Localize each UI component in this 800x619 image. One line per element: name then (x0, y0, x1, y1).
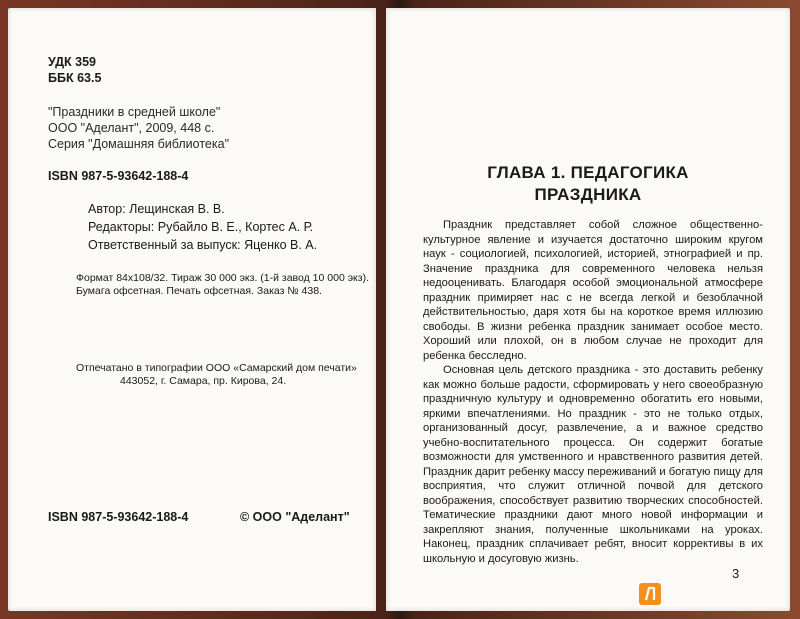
logo-glyph (642, 586, 658, 602)
chapter-title (386, 162, 790, 206)
book-title-line: "Праздники в средней школе" (48, 105, 221, 119)
isbn-bottom: ISBN 987-5-93642-188-4 (48, 510, 189, 524)
printing-info (76, 362, 357, 388)
page-number: 3 (732, 566, 740, 581)
udk-code: УДК 359 (48, 55, 97, 69)
series-line: Серия "Домашняя библиотека" (48, 137, 229, 151)
responsible-line: Ответственный за выпуск: Яценко В. А. (88, 238, 318, 252)
bbk-code: ББК 63.5 (48, 71, 102, 85)
chapter-body (423, 218, 763, 566)
publisher-line: ООО "Аделант", 2009, 448 с. (48, 121, 215, 135)
copyright: © ООО "Аделант" (240, 510, 350, 524)
editors-line: Редакторы: Рубайло В. Е., Кортес А. Р. (88, 220, 314, 234)
chapter-title-line-1: ГЛАВА 1. ПЕДАГОГИКА (487, 163, 689, 182)
author-line: Автор: Лещинская В. В. (88, 202, 225, 216)
paper-line: Бумага офсетная. Печать офсетная. Заказ № 438. (76, 285, 322, 297)
bibliographic-record (48, 104, 229, 152)
printer-address: 443052, г. Самара, пр. Кирова, 24. (120, 375, 287, 387)
classification-codes (48, 54, 101, 86)
chapter-title-line-2: ПРАЗДНИКА (534, 185, 642, 204)
right-page (386, 8, 790, 611)
paragraph: Основная цель детского праздника - это доставить ребенку как можно больше радости, сформировать у него своеобразную праздничную культуру и одновременно обогатить его новыми, яркими впечатлениями. Но праздник - это не только отдых, организованный досуг, развлечение, а и важное средство учебно-воспитательного процесса. Он содержит богатые возможности для умственного и нравственного развития детей. Праздник дарит ребенку массу переживаний и богатую пищу для восприятия, что служит отличной почвой для детского воображения, способствует развитию творческих способностей. Тематические праздники дают много новой информации и закрепляют знания, полученные школьниками на уроках. Наконец, праздник сплачивает ребят, вносит коррективы в их школьную и досуговую жизнь. (423, 364, 763, 565)
paragraph: Праздник представляет собой сложное общественно-культурное явление и изучается достаточно широким кругом наук - социологией, психологией, историей, этнографией и пр. Значение праздника для современного человека нельзя недооценивать. Благодаря особой эмоциональной атмосфере праздник примиряет нас с не всегда легкой и безоблачной действительностью, даря хотя бы на короткое время иллюзию свободы. В жизни ребенка праздник занимает особое место. Хороший или плохой, он в любом случае не проходит для ребенка бесследно. (423, 219, 763, 362)
format-info (76, 272, 369, 298)
format-line: Формат 84х108/32. Тираж 30 000 экз. (1-й завод 10 000 экз). (76, 272, 369, 284)
publisher-logo-icon (639, 583, 661, 605)
credits (88, 201, 317, 255)
printer-line: Отпечатано в типографии ООО «Самарский дом печати» (76, 362, 357, 374)
left-page (8, 8, 376, 611)
isbn-top: ISBN 987-5-93642-188-4 (48, 169, 189, 183)
footer-imprint (48, 510, 360, 524)
